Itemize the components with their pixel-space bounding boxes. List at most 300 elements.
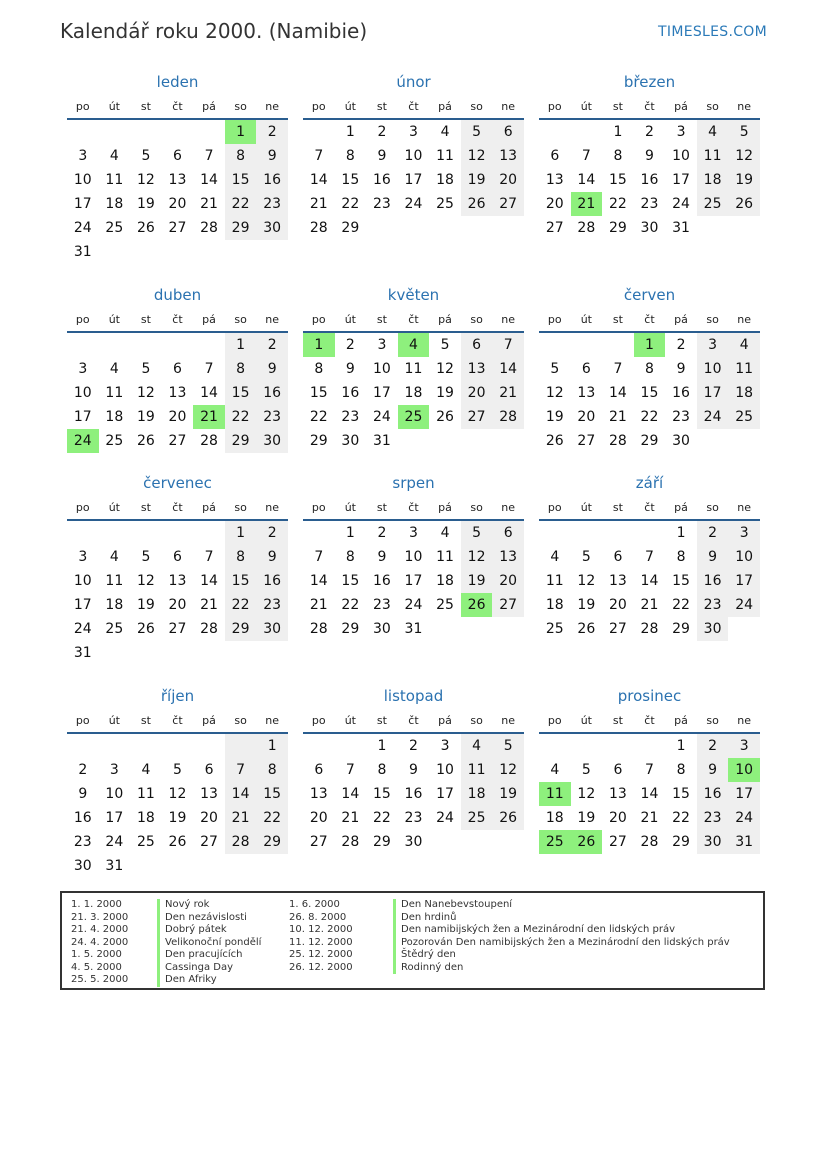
day-cell: 1 (225, 333, 257, 357)
day-cell: 5 (581, 762, 591, 778)
day-cell: 29 (225, 429, 257, 453)
week-row (303, 521, 524, 545)
day-cell: 3 (78, 148, 88, 164)
day-cell: 30 (640, 220, 659, 236)
empty-day-cell (99, 641, 131, 665)
day-cell: 16 (404, 786, 423, 802)
day-cell: 7 (314, 148, 324, 164)
week-row (539, 192, 760, 216)
week-row (539, 120, 760, 144)
day-cell: 13 (608, 786, 627, 802)
day-cell: 22 (256, 806, 288, 830)
weekday-label: čt (172, 100, 183, 113)
month-name: únor (396, 73, 431, 91)
weekday-label: po (547, 714, 562, 727)
week-row (303, 357, 524, 381)
day-cell: 9 (377, 148, 387, 164)
day-cell: 12 (168, 786, 187, 802)
weekday-label: po (75, 100, 90, 113)
week-row (67, 545, 288, 569)
month-name: říjen (160, 687, 195, 705)
legend-holiday-name: Velikonoční pondělí (165, 936, 262, 948)
holiday-day-cell: 25 (539, 830, 571, 854)
day-cell: 19 (461, 168, 493, 192)
weekday-label: so (706, 313, 719, 326)
weekday-label: st (140, 714, 151, 727)
day-cell: 24 (728, 806, 760, 830)
day-cell: 24 (436, 810, 454, 826)
day-cell: 10 (728, 545, 760, 569)
day-cell: 11 (105, 172, 124, 188)
legend-date: 26. 8. 2000 (289, 911, 347, 923)
day-cell: 14 (608, 385, 627, 401)
day-cell: 21 (640, 597, 659, 613)
weekday-label: st (140, 501, 151, 514)
holiday-day-cell: 11 (539, 782, 571, 806)
day-cell: 23 (256, 593, 288, 617)
day-cell: 11 (728, 357, 760, 381)
day-cell: 8 (256, 758, 288, 782)
day-cell: 23 (372, 597, 391, 613)
day-cell: 2 (676, 337, 686, 353)
day-cell: 11 (697, 144, 729, 168)
day-cell: 29 (608, 220, 627, 236)
day-cell: 28 (640, 621, 659, 637)
legend-date: 1. 6. 2000 (289, 899, 340, 910)
day-cell: 1 (377, 738, 387, 754)
day-cell: 12 (545, 385, 564, 401)
empty-day-cell (130, 854, 162, 878)
day-cell: 21 (640, 810, 659, 826)
week-row (303, 545, 524, 569)
week-row (303, 758, 524, 782)
day-cell: 7 (204, 148, 214, 164)
day-cell: 4 (728, 333, 760, 357)
day-cell: 17 (404, 172, 423, 188)
week-row (539, 758, 760, 782)
weekday-label: ne (265, 100, 280, 113)
day-cell: 24 (404, 196, 423, 212)
week-row (303, 333, 524, 357)
day-cell: 2 (345, 337, 355, 353)
weekday-header (303, 710, 524, 734)
empty-day-cell (193, 521, 225, 545)
day-cell: 14 (492, 357, 524, 381)
day-cell: 9 (78, 786, 88, 802)
holiday-day-cell: 25 (398, 405, 430, 429)
day-cell: 25 (136, 834, 155, 850)
empty-day-cell (429, 429, 461, 453)
legend-holiday-name: Den namibijských žen a Mezinárodní den lidských práv (401, 924, 675, 935)
day-cell: 12 (136, 172, 155, 188)
empty-day-cell (130, 521, 162, 545)
weekday-header (67, 309, 288, 333)
day-cell: 8 (345, 148, 355, 164)
day-cell: 29 (672, 834, 690, 850)
day-cell: 13 (461, 357, 493, 381)
day-cell: 27 (461, 405, 493, 429)
weekday-label: po (75, 501, 90, 514)
month-name: listopad (383, 687, 444, 705)
day-cell: 1 (613, 124, 623, 140)
day-cell: 26 (436, 409, 454, 425)
weekday-label: so (234, 100, 247, 113)
week-row (539, 782, 760, 806)
day-cell: 18 (545, 597, 564, 613)
holiday-day-cell: 26 (461, 593, 493, 617)
day-cell: 11 (136, 786, 155, 802)
day-cell: 10 (404, 148, 423, 164)
day-cell: 30 (404, 834, 423, 850)
day-cell: 9 (409, 762, 418, 778)
day-cell: 7 (645, 762, 654, 778)
day-cell: 30 (341, 433, 360, 449)
week-row (67, 854, 288, 878)
weekday-label: út (580, 501, 592, 514)
day-cell: 24 (73, 621, 92, 637)
day-cell: 28 (640, 834, 659, 850)
day-cell: 10 (697, 357, 729, 381)
day-cell: 26 (168, 834, 187, 850)
day-cell: 30 (697, 617, 729, 641)
day-cell: 4 (109, 549, 119, 565)
day-cell: 10 (73, 573, 92, 589)
week-row (539, 617, 760, 641)
month-10 (67, 686, 288, 878)
week-row (67, 357, 288, 381)
empty-day-cell (225, 854, 257, 878)
week-row (303, 617, 524, 641)
empty-day-cell (99, 240, 131, 264)
day-cell: 6 (613, 762, 623, 778)
empty-day-cell (634, 734, 666, 758)
week-row (67, 405, 288, 429)
day-cell: 6 (461, 333, 493, 357)
day-cell: 16 (372, 573, 391, 589)
day-cell: 28 (200, 220, 218, 236)
day-cell: 20 (168, 597, 187, 613)
day-cell: 27 (200, 834, 218, 850)
day-cell: 24 (404, 597, 423, 613)
empty-day-cell (728, 216, 760, 240)
empty-day-cell (492, 429, 524, 453)
empty-day-cell (162, 240, 194, 264)
legend-holiday-name: Den nezávislosti (165, 911, 247, 923)
weekday-label: út (344, 313, 356, 326)
empty-day-cell (99, 734, 131, 758)
day-cell: 21 (309, 597, 328, 613)
empty-day-cell (256, 641, 288, 665)
day-cell: 30 (372, 621, 391, 637)
day-cell: 4 (550, 549, 560, 565)
empty-day-cell (99, 333, 131, 357)
day-cell: 18 (436, 573, 454, 589)
legend-right-dates (289, 899, 353, 974)
empty-day-cell (130, 120, 162, 144)
month-3 (539, 72, 760, 240)
day-cell: 9 (256, 144, 288, 168)
brand-link[interactable]: TIMESLES.COM (658, 24, 767, 40)
day-cell: 8 (314, 361, 324, 377)
day-cell: 4 (440, 124, 450, 140)
day-cell: 5 (581, 549, 591, 565)
legend-holiday-name: Rodinný den (401, 961, 464, 973)
day-cell: 30 (697, 830, 729, 854)
day-cell: 11 (105, 573, 124, 589)
weekday-label: čt (408, 501, 419, 514)
day-cell: 28 (225, 830, 257, 854)
empty-day-cell (539, 734, 571, 758)
day-cell: 3 (409, 124, 418, 140)
day-cell: 23 (73, 834, 92, 850)
week-row (67, 641, 288, 665)
empty-day-cell (429, 216, 461, 240)
day-cell: 13 (168, 385, 187, 401)
weekday-label: čt (644, 714, 655, 727)
holiday-day-cell: 21 (193, 405, 225, 429)
day-cell: 22 (608, 196, 627, 212)
day-cell: 12 (492, 758, 524, 782)
empty-day-cell (162, 333, 194, 357)
day-cell: 17 (73, 409, 92, 425)
legend-holiday-name: Cassinga Day (165, 961, 234, 973)
empty-day-cell (130, 734, 162, 758)
legend-left-dates (71, 899, 128, 987)
legend-holiday-name: Den Afriky (165, 974, 217, 985)
weekday-label: čt (644, 100, 655, 113)
weekday-label: st (612, 100, 623, 113)
week-row (539, 734, 760, 758)
day-cell: 11 (436, 549, 454, 565)
day-cell: 10 (105, 786, 124, 802)
day-cell: 14 (309, 172, 328, 188)
day-cell: 7 (314, 549, 324, 565)
day-cell: 29 (341, 621, 360, 637)
week-row (539, 144, 760, 168)
day-cell: 21 (225, 806, 257, 830)
day-cell: 8 (613, 148, 623, 164)
day-cell: 16 (697, 782, 729, 806)
day-cell: 2 (377, 525, 387, 541)
day-cell: 21 (341, 810, 360, 826)
day-cell: 24 (372, 409, 391, 425)
day-cell: 7 (204, 361, 214, 377)
legend-holiday-name: Den Nanebevstoupení (401, 899, 513, 910)
week-row (539, 429, 760, 453)
empty-day-cell (162, 521, 194, 545)
day-cell: 20 (168, 409, 187, 425)
day-cell: 30 (256, 429, 288, 453)
day-cell: 10 (672, 148, 690, 164)
holiday-day-cell: 4 (398, 333, 430, 357)
day-cell: 20 (577, 409, 596, 425)
day-cell: 19 (492, 782, 524, 806)
weekday-header (303, 497, 524, 521)
weekday-label: ne (265, 714, 280, 727)
legend-date: 1. 5. 2000 (71, 949, 122, 960)
empty-day-cell (162, 120, 194, 144)
day-cell: 3 (697, 333, 729, 357)
day-cell: 10 (404, 549, 423, 565)
day-cell: 26 (577, 621, 596, 637)
empty-day-cell (303, 120, 335, 144)
day-cell: 27 (577, 433, 596, 449)
day-cell: 6 (173, 361, 182, 377)
weekday-label: pá (674, 100, 688, 113)
day-cell: 17 (436, 786, 454, 802)
day-cell: 31 (372, 433, 391, 449)
weekday-label: st (612, 313, 623, 326)
weekday-label: so (470, 313, 483, 326)
day-cell: 9 (256, 357, 288, 381)
day-cell: 28 (492, 405, 524, 429)
empty-day-cell (225, 641, 257, 665)
day-cell: 3 (409, 525, 418, 541)
day-cell: 25 (545, 621, 564, 637)
week-row (67, 521, 288, 545)
day-cell: 28 (608, 433, 627, 449)
day-cell: 28 (200, 621, 218, 637)
day-cell: 21 (608, 409, 627, 425)
empty-day-cell (492, 830, 524, 854)
day-cell: 17 (728, 782, 760, 806)
day-cell: 21 (200, 597, 218, 613)
day-cell: 6 (173, 148, 182, 164)
weekday-label: út (108, 313, 120, 326)
day-cell: 3 (676, 124, 686, 140)
day-cell: 16 (256, 168, 288, 192)
week-row (539, 216, 760, 240)
empty-day-cell (539, 521, 571, 545)
day-cell: 24 (697, 405, 729, 429)
day-cell: 15 (672, 786, 690, 802)
weekday-label: ne (737, 714, 752, 727)
legend-right-names (401, 899, 730, 974)
holiday-day-cell: 10 (728, 758, 760, 782)
page-title: Kalendář roku 2000. (Namibie) (60, 19, 368, 43)
weekday-label: pá (438, 714, 452, 727)
week-row (539, 806, 760, 830)
day-cell: 9 (345, 361, 355, 377)
day-cell: 4 (109, 148, 119, 164)
day-cell: 16 (256, 381, 288, 405)
legend-left-names (165, 899, 261, 987)
day-cell: 5 (141, 549, 151, 565)
weekday-label: ne (737, 313, 752, 326)
day-cell: 14 (640, 786, 659, 802)
day-cell: 27 (168, 220, 187, 236)
day-cell: 13 (168, 172, 187, 188)
week-row (67, 593, 288, 617)
weekday-label: so (470, 100, 483, 113)
day-cell: 12 (577, 573, 596, 589)
weekday-label: čt (644, 501, 655, 514)
weekday-label: so (234, 501, 247, 514)
day-cell: 23 (404, 810, 423, 826)
day-cell: 7 (204, 549, 214, 565)
day-cell: 29 (341, 220, 360, 236)
weekday-label: po (75, 714, 90, 727)
week-row (303, 782, 524, 806)
day-cell: 19 (168, 810, 187, 826)
day-cell: 8 (377, 762, 387, 778)
day-cell: 4 (697, 120, 729, 144)
day-cell: 8 (676, 549, 686, 565)
empty-day-cell (461, 429, 493, 453)
week-row (67, 734, 288, 758)
week-row (67, 240, 288, 264)
week-row (67, 782, 288, 806)
weekday-header (67, 710, 288, 734)
day-cell: 30 (73, 858, 92, 874)
day-cell: 22 (672, 597, 690, 613)
holiday-day-cell: 1 (225, 120, 257, 144)
weekday-label: so (706, 501, 719, 514)
weekday-label: so (234, 313, 247, 326)
legend-date: 1. 1. 2000 (71, 899, 122, 910)
holiday-day-cell: 24 (67, 429, 99, 453)
day-cell: 16 (640, 172, 659, 188)
day-cell: 24 (73, 220, 92, 236)
week-row (303, 405, 524, 429)
weekday-label: pá (438, 100, 452, 113)
day-cell: 6 (492, 120, 524, 144)
day-cell: 3 (109, 762, 119, 778)
day-cell: 25 (105, 220, 124, 236)
day-cell: 22 (225, 192, 257, 216)
day-cell: 3 (728, 734, 760, 758)
empty-day-cell (67, 333, 99, 357)
day-cell: 2 (78, 762, 88, 778)
day-cell: 27 (492, 192, 524, 216)
weekday-label: pá (438, 313, 452, 326)
legend-date: 21. 3. 2000 (71, 911, 129, 923)
empty-day-cell (162, 734, 194, 758)
day-cell: 13 (492, 144, 524, 168)
day-cell: 15 (672, 573, 690, 589)
day-cell: 22 (309, 409, 328, 425)
legend-holiday-name: Den pracujících (165, 949, 243, 960)
empty-day-cell (225, 734, 257, 758)
week-row (67, 120, 288, 144)
holiday-day-cell: 21 (571, 192, 603, 216)
weekday-label: čt (172, 501, 183, 514)
day-cell: 4 (461, 734, 493, 758)
weekday-label: pá (202, 714, 216, 727)
day-cell: 20 (200, 810, 218, 826)
day-cell: 27 (608, 834, 627, 850)
day-cell: 14 (200, 385, 218, 401)
legend-right-bar (393, 899, 396, 974)
week-row (303, 734, 524, 758)
day-cell: 8 (345, 549, 355, 565)
day-cell: 20 (461, 381, 493, 405)
day-cell: 6 (613, 549, 623, 565)
week-row (67, 429, 288, 453)
weekday-label: po (311, 714, 326, 727)
day-cell: 13 (168, 573, 187, 589)
day-cell: 8 (676, 762, 686, 778)
weekday-label: so (470, 714, 483, 727)
day-cell: 26 (136, 433, 155, 449)
day-cell: 23 (372, 196, 391, 212)
day-cell: 23 (256, 192, 288, 216)
day-cell: 26 (136, 220, 155, 236)
day-cell: 11 (105, 385, 124, 401)
day-cell: 27 (309, 834, 328, 850)
day-cell: 6 (204, 762, 214, 778)
day-cell: 12 (728, 144, 760, 168)
